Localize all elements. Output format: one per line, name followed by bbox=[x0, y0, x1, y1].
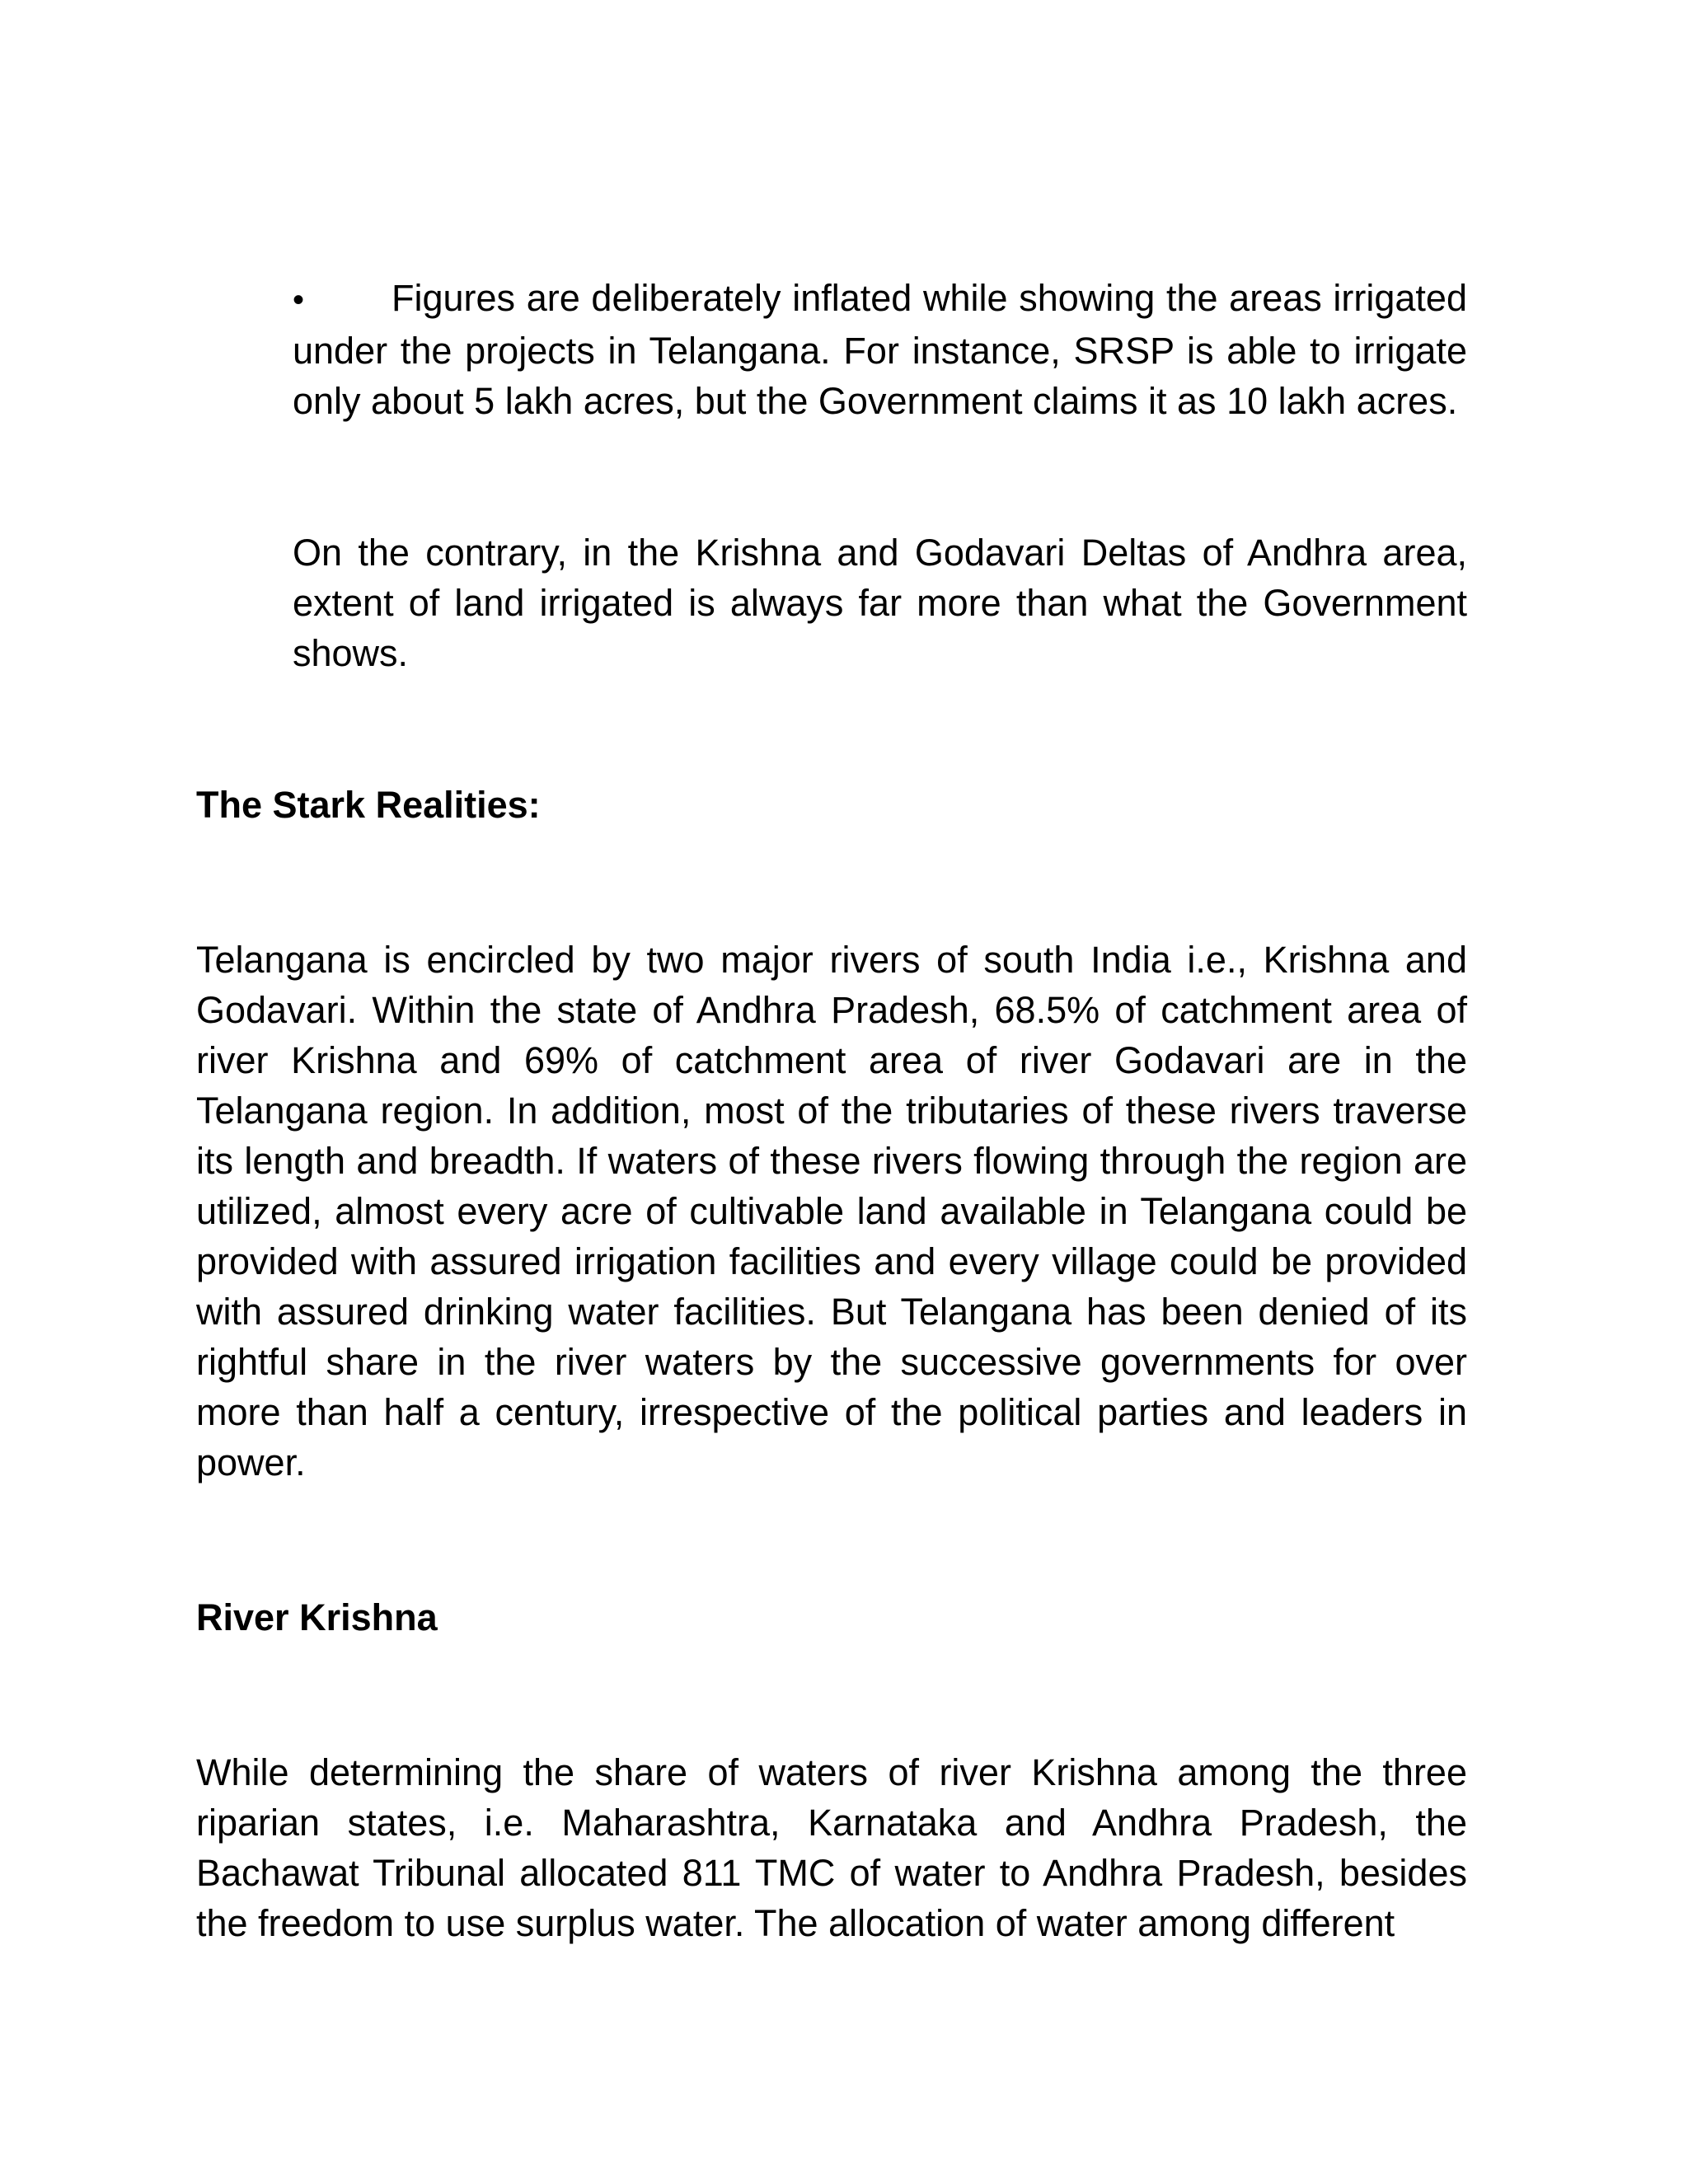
bullet-icon: • bbox=[293, 282, 305, 318]
bullet-text: Figures are deliberately inflated while showing the areas irrigated under the projects in Telangana. For instance, SRSP is able to irrigate only about 5 lakh acres, but the Government claims it as 10 lakh acres. bbox=[293, 277, 1467, 422]
river-krishna-paragraph: While determining the share of waters of river Krishna among the three riparian states, i.e. Maharashtra, Karnataka and Andhra Pradesh, the Bachawat Tribunal allocated 811 TMC of water to Andhra Pradesh, besides the freedom to use surplus water. The allocation of water among different bbox=[196, 1751, 1467, 1944]
bullet-item bbox=[293, 273, 1467, 426]
contrary-paragraph: On the contrary, in the Krishna and Godavari Deltas of Andhra area, extent of land irrigated is always far more than what the Government shows. bbox=[293, 532, 1467, 674]
section-heading-river-krishna: River Krishna bbox=[196, 1596, 438, 1638]
stark-realities-paragraph: Telangana is encircled by two major rivers of south India i.e., Krishna and Godavari. Within the state of Andhra Pradesh, 68.5% of catchment area of river Krishna and 69% of catchment area of river Godavari are in the Telangana region. In addition, most of the tributaries of these rivers traverse its length and breadth. If waters of these rivers flowing through the region are utilized, almost every acre of cultivable land available in Telangana could be provided with assured irrigation facilities and every village could be provided with assured drinking water facilities. But Telangana has been denied of its rightful share in the river waters by the successive governments for over more than half a century, irrespective of the political parties and leaders in power. bbox=[196, 939, 1467, 1483]
section-heading-stark-realities: The Stark Realities: bbox=[196, 784, 541, 826]
